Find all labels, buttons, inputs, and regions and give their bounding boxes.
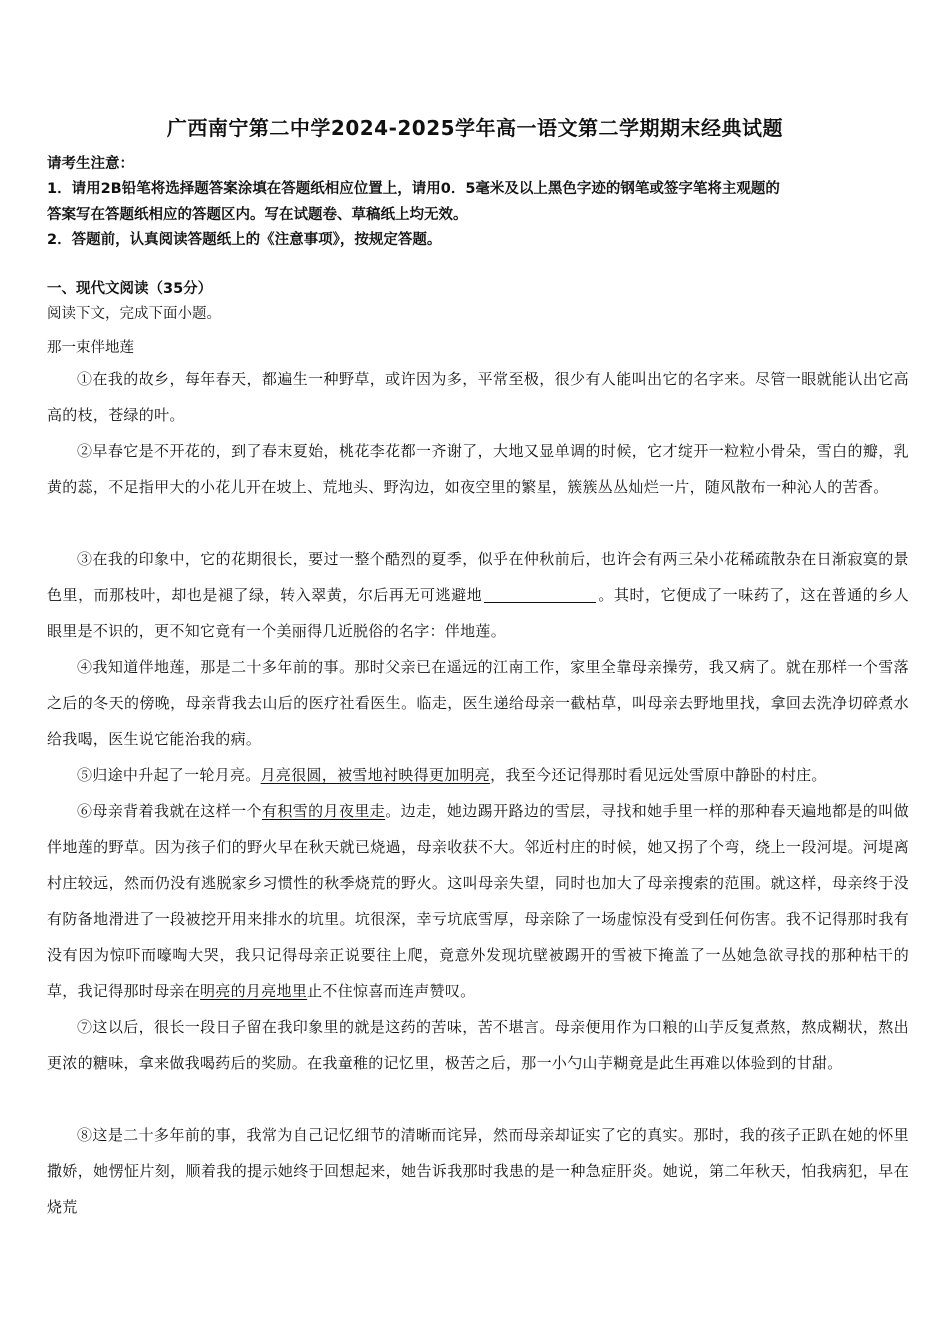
section-heading: 一、现代文阅读（35分） bbox=[47, 281, 213, 297]
paragraph-3 bbox=[47, 541, 909, 649]
paragraph-1: ①在我的故乡，每年春天，都遍生一种野草，或许因为多，平常至极，很少有人能叫出它的名字来。尽管一眼就能认出它高高的枝，苍绿的叶。 bbox=[47, 370, 909, 424]
notice-heading: 请考生注意： bbox=[47, 156, 134, 172]
paragraph-6-text-c: 止不住惊喜而连声赞叹。 bbox=[307, 982, 476, 1000]
underlined-phrase-2: 明亮的月亮地里 bbox=[200, 982, 308, 1000]
exam-title: 广西南宁第二中学2024-2025学年高一语文第二学期期末经典试题 bbox=[166, 116, 784, 140]
fill-in-blank bbox=[484, 586, 596, 603]
reading-instruction: 阅读下文，完成下面小题。 bbox=[47, 306, 221, 322]
paragraph-4: ④我知道伴地莲，那是二十多年前的事。那时父亲已在遥远的江南工作，家里全靠母亲操劳，我又病了。就在那样一个雪落之后的冬天的傍晚，母亲背我去山后的医疗社看医生。临走，医生递给母亲一截枯草，叫母亲去野地里找，拿回去洗净切碎煮水给我喝，医生说它能治我的病。 bbox=[47, 658, 909, 748]
paragraph-5 bbox=[47, 757, 909, 793]
article-title: 那一束伴地莲 bbox=[47, 340, 134, 356]
paragraph-6 bbox=[47, 793, 909, 1009]
underlined-sentence: 月亮很圆，被雪地衬映得更加明亮 bbox=[260, 766, 491, 784]
paragraph-7: ⑦这以后，很长一段日子留在我印象里的就是这药的苦味，苦不堪言。母亲便用作为口粮的山芋反复煮熬，熬成糊状，熬出更浓的糖味，拿来做我喝药后的奖励。在我童稚的记忆里，极苦之后，那一小勺山芋糊竟是此生再难以体验到的甘甜。 bbox=[47, 1018, 909, 1072]
paragraph-6-text-b: 。边走，她边踢开路边的雪层，寻找和她手里一样的那种春天遍地都是的叫做伴地莲的野草。因为孩子们的野火早在秋天就已烧過，母亲收获不大。邻近村庄的时候，她又拐了个弯，绕上一段河堤。河堤离村庄较远，然而仍没有逃脱家乡习惯性的秋季烧荒的野火。这叫母亲失望，同时也加大了母亲搜索的范围。就这样，母亲终于没有防备地滑进了一段被挖开用来排水的坑里。坑很深，幸亏坑底雪厚，母亲除了一场虚惊没有受到任何伤害。我不记得那时我有没有因为惊吓而嚎啕大哭，我只记得母亲正说要往上爬，竟意外发现坑壁被踢开的雪被下掩盖了一丛她急欲寻找的那种枯干的草，我记得那时母亲在 bbox=[47, 802, 909, 1000]
paragraph-3-text-b: 。其时，它便成了一味药了，这在普通的乡人眼里是不识的，更不知它竟有一个美丽得几近脱俗的名字：伴地莲。 bbox=[47, 586, 909, 640]
notice-item-1-line-2: 答案写在答题纸相应的答题区内。写在试题卷、草稿纸上均无效。 bbox=[47, 207, 468, 223]
underlined-phrase-1: 有积雪的月夜里走 bbox=[261, 802, 386, 820]
paragraph-6-text-a: ⑥母亲背着我就在这样一个 bbox=[77, 802, 262, 820]
notice-item-2: 2．答题前，认真阅读答题纸上的《注意事项》，按规定答题。 bbox=[47, 232, 442, 248]
paragraph-3-text-a: ③在我的印象中，它的花期很长，要过一整个酷烈的夏季，似乎在仲秋前后，也许会有两三朵小花稀疏散杂在日渐寂寞的景色里，而那枝叶，却也是褪了绿，转入翠黄，尔后再无可逃避地 bbox=[47, 550, 909, 604]
paragraph-5-text-a: ⑤归途中升起了一轮月亮。 bbox=[77, 766, 261, 784]
paragraph-2: ②早春它是不开花的，到了春末夏始，桃花李花都一齐谢了，大地又显单调的时候，它才绽开一粒粒小骨朵，雪白的瓣，乳黄的蕊，不足指甲大的小花儿开在坡上、荒地头、野沟边，如夜空里的繁星，簇簇丛丛灿烂一片，随风散布一种沁人的苦香。 bbox=[47, 442, 909, 496]
notice-item-1-line-1: 1．请用2B铅笔将选择题答案涂填在答题纸相应位置上，请用0．5毫米及以上黑色字迹的钢笔或签字笔将主观题的 bbox=[47, 181, 780, 197]
paragraph-8: ⑧这是二十多年前的事，我常为自己记忆细节的清晰而诧异，然而母亲却证实了它的真实。那时，我的孩子正趴在她的怀里撒娇，她愣怔片刻，顺着我的提示她终于回想起来，她告诉我那时我患的是一种急症肝炎。她说，第二年秋天，怕我病犯，早在烧荒 bbox=[47, 1126, 909, 1216]
paragraph-5-text-b: ，我至今还记得那时看见远处雪原中静卧的村庄。 bbox=[490, 766, 827, 784]
